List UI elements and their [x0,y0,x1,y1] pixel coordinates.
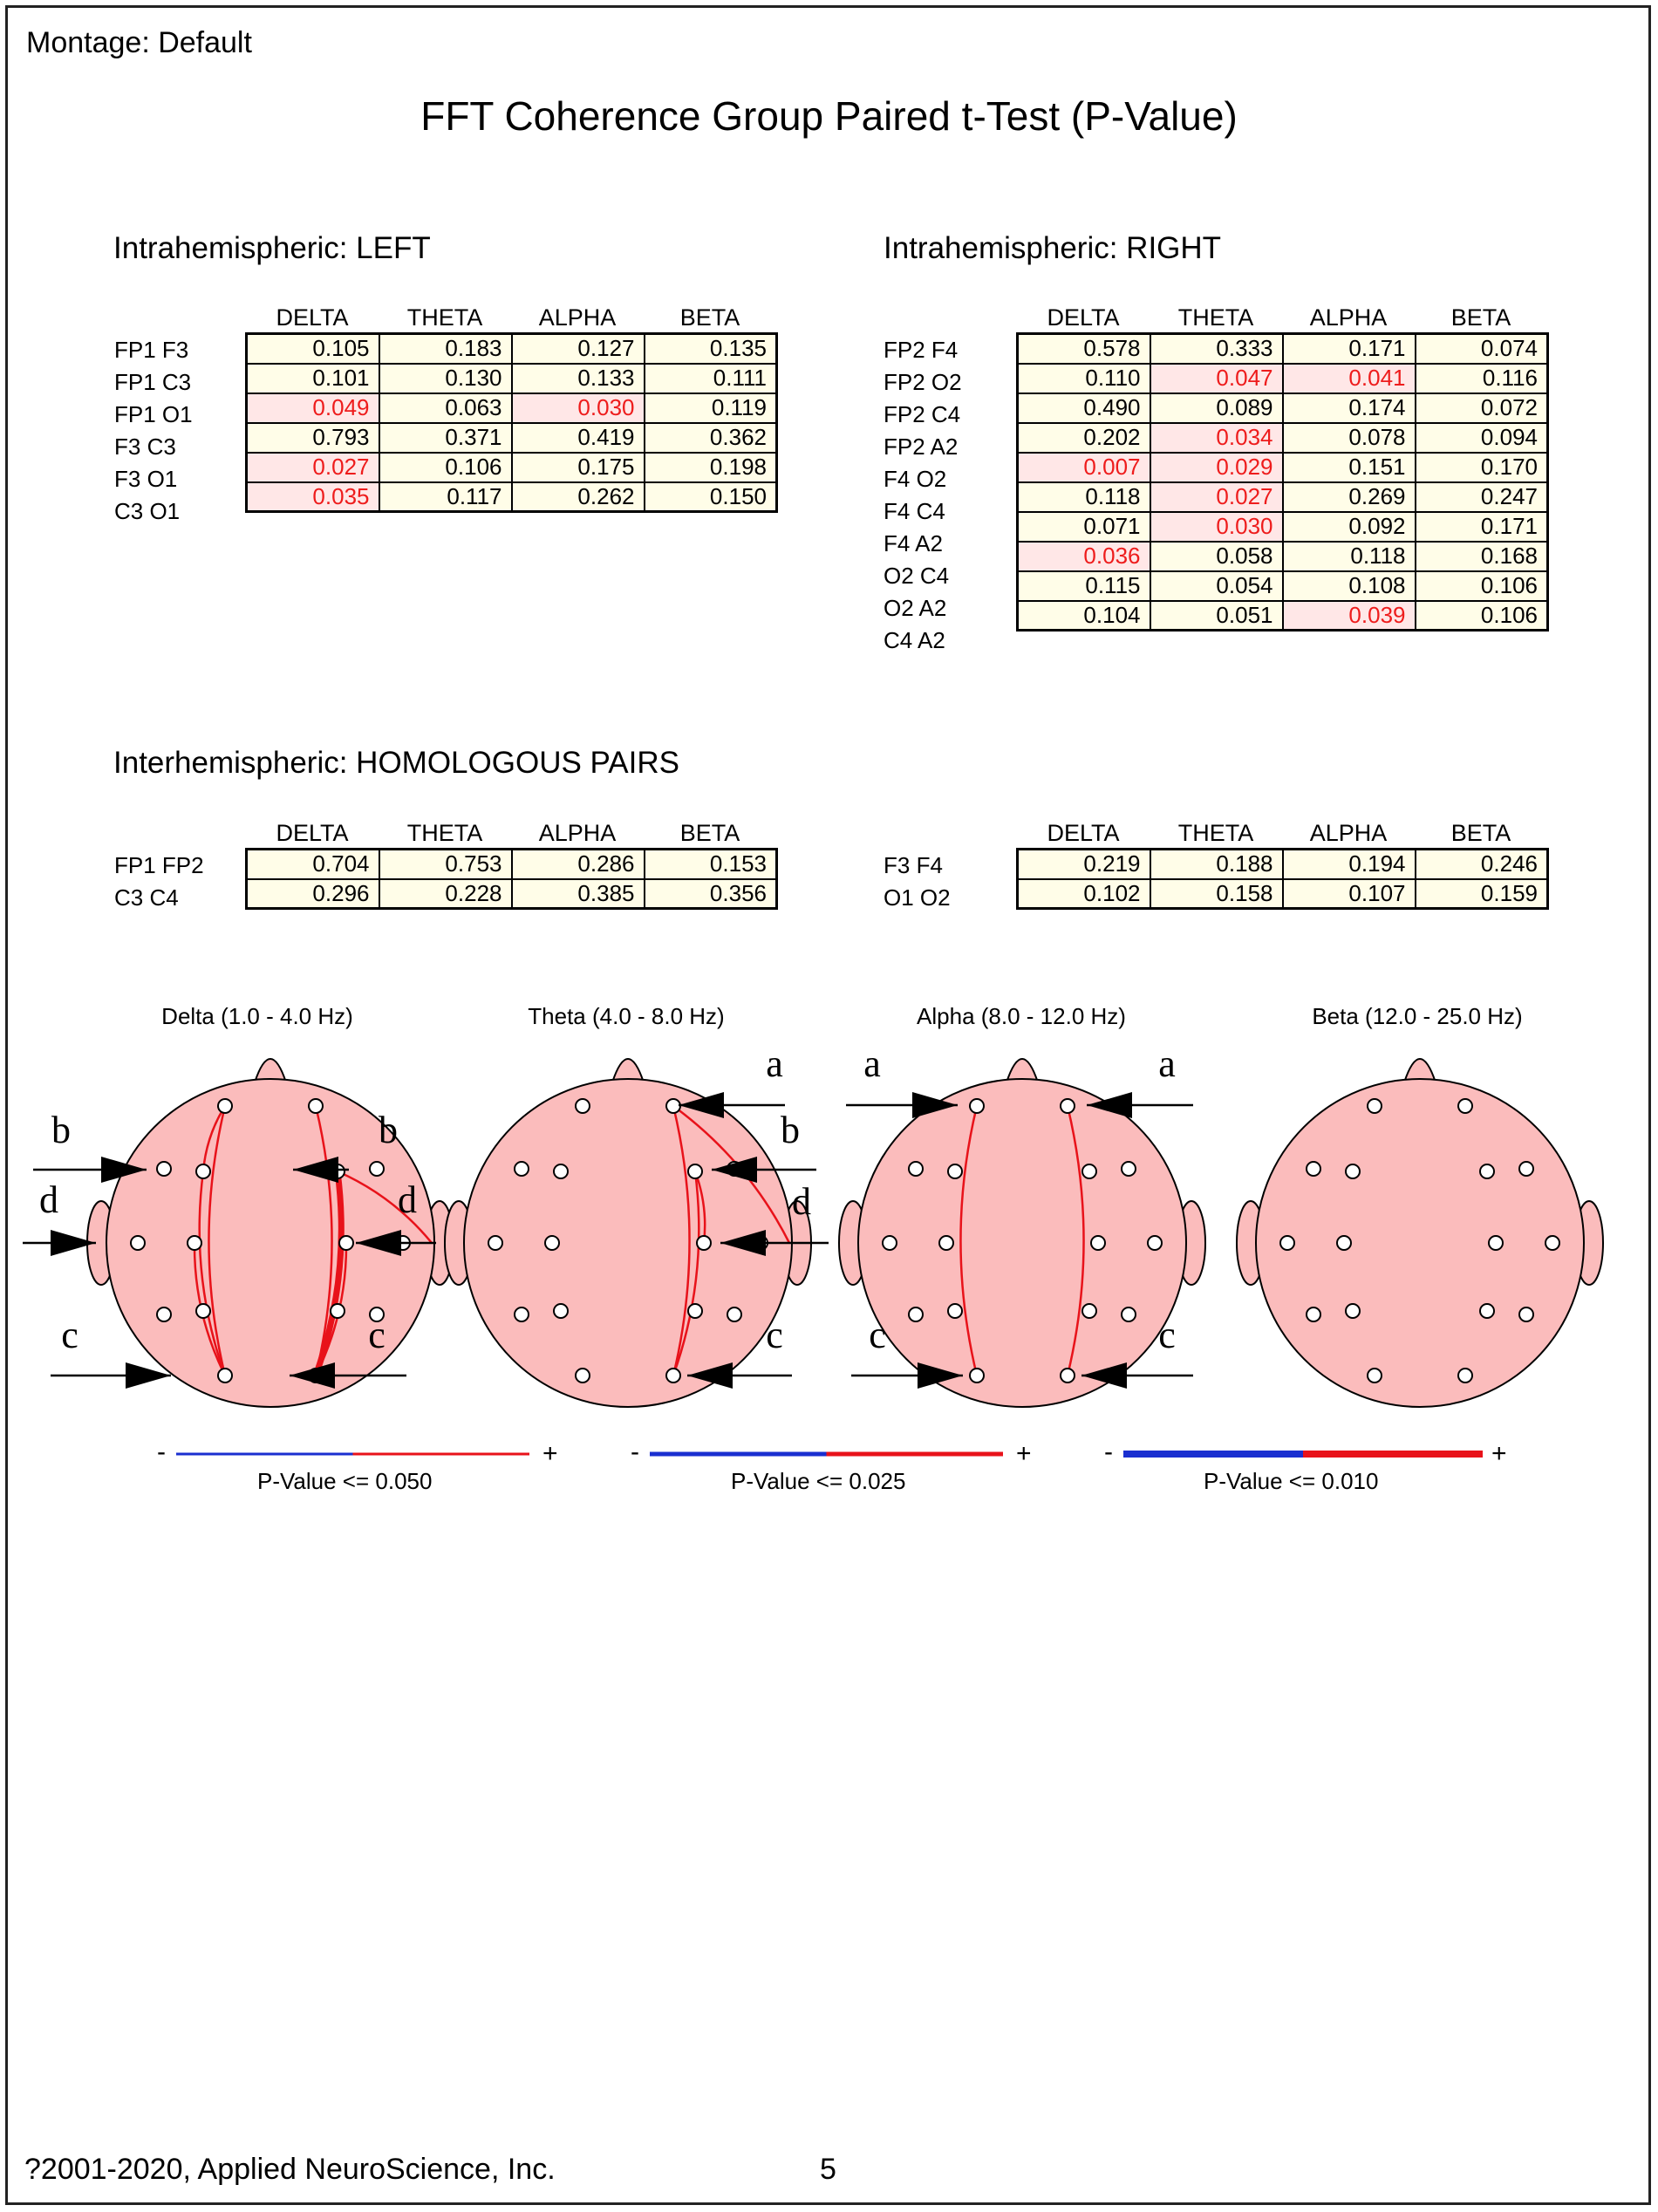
electrode-p4 [1480,1304,1494,1318]
table-cell-alpha: 0.078 [1283,423,1416,453]
table-cell-alpha: 0.107 [1283,879,1416,909]
table-cell-theta: 0.228 [379,879,512,909]
row-label: FP1 FP2 [114,852,204,878]
electrode-f3 [948,1164,962,1178]
table-cell-theta: 0.158 [1150,879,1283,909]
row-label: C3 C4 [114,884,179,911]
electrode-fp2 [309,1099,323,1113]
table-cell-theta: 0.371 [379,423,512,453]
table-cell-beta: 0.106 [1416,601,1548,631]
col-header-delta: DELTA [1047,304,1120,331]
table-cell-alpha: 0.286 [512,850,645,879]
headmap-title-beta: Beta (12.0 - 25.0 Hz) [1312,1003,1523,1029]
electrode-fp1 [1368,1099,1382,1113]
row-label: FP2 A2 [884,434,959,460]
table-cell-delta: 0.036 [1018,542,1150,571]
electrode-fp2 [1458,1099,1472,1113]
electrode-t6 [1519,1307,1533,1321]
annotation-letter: c [1158,1314,1176,1356]
row-label: O1 O2 [884,884,951,911]
table-cell-beta: 0.246 [1416,850,1548,879]
row-label: FP1 C3 [114,369,192,395]
table-cell-beta: 0.247 [1416,482,1548,512]
table-cell-delta: 0.115 [1018,571,1150,601]
head-outline [858,1079,1186,1407]
table-cell-theta: 0.030 [1150,512,1283,542]
electrode-f3 [196,1164,210,1178]
col-header-delta: DELTA [276,820,349,846]
footer-page-number: 5 [820,2153,836,2186]
table-cell-theta: 0.034 [1150,423,1283,453]
row-label: FP1 O1 [114,401,193,427]
table-cell-delta: 0.490 [1018,393,1150,423]
scale-2-minus: - [631,1437,639,1466]
electrode-t5 [1307,1307,1320,1321]
table-cell-theta: 0.027 [1150,482,1283,512]
table-cell-theta: 0.188 [1150,850,1283,879]
scale-2-plus: + [1016,1439,1032,1468]
scale-2-label: P-Value <= 0.025 [731,1468,906,1494]
col-header-delta: DELTA [276,304,349,331]
table-cell-alpha: 0.175 [512,453,645,482]
electrode-c4 [697,1236,711,1250]
table-cell-theta: 0.054 [1150,571,1283,601]
montage-label: Montage: Default [26,26,252,59]
footer-copyright: ?2001-2020, Applied NeuroScience, Inc. [24,2153,556,2186]
table-cell-beta: 0.074 [1416,334,1548,364]
table-cell-theta: 0.047 [1150,364,1283,393]
electrode-c3 [939,1236,953,1250]
table-cell-delta: 0.049 [247,393,379,423]
table-cell-delta: 0.202 [1018,423,1150,453]
electrode-f4 [1082,1164,1096,1178]
table-cell-theta: 0.130 [379,364,512,393]
electrode-t4 [1545,1236,1559,1250]
electrode-c4 [1489,1236,1503,1250]
electrode-p4 [688,1304,702,1318]
table-cell-alpha: 0.108 [1283,571,1416,601]
table-cell-theta: 0.106 [379,453,512,482]
table-cell-alpha: 0.127 [512,334,645,364]
table-cell-beta: 0.116 [1416,364,1548,393]
table-cell-theta: 0.333 [1150,334,1283,364]
table-cell-beta: 0.094 [1416,423,1548,453]
table-cell-alpha: 0.385 [512,879,645,909]
electrode-t3 [883,1236,897,1250]
table-cell-alpha: 0.092 [1283,512,1416,542]
scale-3-label: P-Value <= 0.010 [1204,1468,1379,1494]
head-outline [1256,1079,1584,1407]
row-label: O2 C4 [884,563,950,589]
electrode-c3 [545,1236,559,1250]
electrode-f7 [515,1162,529,1176]
electrode-f8 [1122,1162,1136,1176]
electrode-t4 [1148,1236,1162,1250]
table-cell-alpha: 0.039 [1283,601,1416,631]
col-header-theta: THETA [1177,820,1254,846]
electrode-f7 [1307,1162,1320,1176]
table-cell-delta: 0.101 [247,364,379,393]
table-cell-beta: 0.362 [645,423,777,453]
section-right-title: Intrahemispheric: RIGHT [884,231,1222,265]
page-title: FFT Coherence Group Paired t-Test (P-Value) [420,93,1238,139]
row-label: F3 O1 [114,466,178,492]
electrode-c3 [1337,1236,1351,1250]
electrode-p3 [948,1304,962,1318]
electrode-f4 [1480,1164,1494,1178]
table-cell-alpha: 0.171 [1283,334,1416,364]
electrode-p3 [554,1304,568,1318]
row-label: F4 C4 [884,498,945,524]
table-cell-alpha: 0.194 [1283,850,1416,879]
scale-3-minus: - [1104,1437,1113,1466]
table-cell-beta: 0.119 [645,393,777,423]
row-label: FP1 F3 [114,337,189,363]
electrode-t5 [909,1307,923,1321]
table-cell-theta: 0.089 [1150,393,1283,423]
table-cell-delta: 0.105 [247,334,379,364]
electrode-t6 [1122,1307,1136,1321]
annotation-letter: c [368,1314,386,1356]
table-cell-delta: 0.027 [247,453,379,482]
table-cell-alpha: 0.269 [1283,482,1416,512]
col-header-beta: BETA [679,820,740,846]
electrode-c4 [1091,1236,1105,1250]
annotation-letter: a [766,1042,783,1085]
table-cell-beta: 0.135 [645,334,777,364]
annotation-letter: c [869,1314,886,1356]
table-cell-beta: 0.198 [645,453,777,482]
electrode-fp2 [1061,1099,1075,1113]
electrode-f8 [1519,1162,1533,1176]
electrode-fp2 [666,1099,680,1113]
col-header-beta: BETA [679,304,740,331]
row-label: F4 A2 [884,530,943,556]
electrode-f3 [1346,1164,1360,1178]
table-cell-theta: 0.051 [1150,601,1283,631]
scale-3-plus: + [1491,1439,1507,1468]
table-cell-alpha: 0.133 [512,364,645,393]
annotation-letter: d [792,1180,811,1223]
table-cell-alpha: 0.419 [512,423,645,453]
row-label: FP2 O2 [884,369,962,395]
electrode-o1 [970,1369,984,1382]
row-label: F3 F4 [884,852,943,878]
table-cell-delta: 0.104 [1018,601,1150,631]
annotation-letter: c [61,1314,78,1356]
electrode-o1 [576,1369,590,1382]
row-label: FP2 F4 [884,337,959,363]
electrode-t5 [157,1307,171,1321]
table-cell-alpha: 0.118 [1283,542,1416,571]
electrode-fp1 [970,1099,984,1113]
electrode-f4 [688,1164,702,1178]
table-cell-beta: 0.153 [645,850,777,879]
table-cell-beta: 0.171 [1416,512,1548,542]
table-cell-theta: 0.117 [379,482,512,512]
electrode-t3 [488,1236,502,1250]
table-cell-delta: 0.118 [1018,482,1150,512]
electrode-fp1 [218,1099,232,1113]
electrode-p4 [331,1304,345,1318]
annotation-letter: d [398,1178,417,1221]
table-cell-beta: 0.168 [1416,542,1548,571]
col-header-beta: BETA [1450,820,1511,846]
col-header-delta: DELTA [1047,820,1120,846]
table-cell-beta: 0.111 [645,364,777,393]
section-homologous-title: Interhemispheric: HOMOLOGOUS PAIRS [113,746,679,780]
row-label: C4 A2 [884,627,945,653]
table-cell-delta: 0.071 [1018,512,1150,542]
table-cell-alpha: 0.174 [1283,393,1416,423]
col-header-alpha: ALPHA [538,820,617,846]
table-cell-delta: 0.007 [1018,453,1150,482]
electrode-f3 [554,1164,568,1178]
section-left-title: Intrahemispheric: LEFT [113,231,431,265]
table-cell-delta: 0.102 [1018,879,1150,909]
annotation-letter: b [379,1109,398,1151]
electrode-o1 [1368,1369,1382,1382]
table-cell-delta: 0.110 [1018,364,1150,393]
electrode-o1 [218,1369,232,1382]
table-cell-theta: 0.058 [1150,542,1283,571]
electrode-c4 [339,1236,353,1250]
electrode-o2 [1061,1369,1075,1382]
headmap-title-theta: Theta (4.0 - 8.0 Hz) [528,1003,725,1029]
electrode-f8 [370,1162,384,1176]
table-cell-beta: 0.159 [1416,879,1548,909]
row-label: F4 O2 [884,466,947,492]
electrode-fp1 [576,1099,590,1113]
row-label: F3 C3 [114,434,176,460]
electrode-t3 [131,1236,145,1250]
col-header-alpha: ALPHA [538,304,617,331]
annotation-letter: a [1158,1042,1176,1085]
table-cell-delta: 0.296 [247,879,379,909]
annotation-letter: d [39,1178,58,1221]
table-cell-beta: 0.150 [645,482,777,512]
row-label: FP2 C4 [884,401,961,427]
table-cell-theta: 0.063 [379,393,512,423]
headmap-title-delta: Delta (1.0 - 4.0 Hz) [161,1003,353,1029]
table-cell-alpha: 0.030 [512,393,645,423]
col-header-theta: THETA [406,820,483,846]
table-cell-theta: 0.183 [379,334,512,364]
table-cell-theta: 0.753 [379,850,512,879]
headmap-title-alpha: Alpha (8.0 - 12.0 Hz) [917,1003,1126,1029]
table-cell-alpha: 0.041 [1283,364,1416,393]
annotation-letter: a [863,1042,881,1085]
electrode-p4 [1082,1304,1096,1318]
table-cell-beta: 0.072 [1416,393,1548,423]
table-cell-alpha: 0.262 [512,482,645,512]
scale-1-minus: - [157,1437,166,1466]
electrode-t6 [727,1307,741,1321]
table-cell-delta: 0.219 [1018,850,1150,879]
col-header-theta: THETA [406,304,483,331]
electrode-c3 [188,1236,201,1250]
col-header-theta: THETA [1177,304,1254,331]
col-header-beta: BETA [1450,304,1511,331]
table-cell-beta: 0.356 [645,879,777,909]
annotation-letter: b [51,1109,71,1151]
scale-1-label: P-Value <= 0.050 [257,1468,433,1494]
row-label: O2 A2 [884,595,947,621]
row-label: C3 O1 [114,498,181,524]
electrode-p3 [1346,1304,1360,1318]
table-cell-beta: 0.106 [1416,571,1548,601]
table-cell-theta: 0.029 [1150,453,1283,482]
electrode-t5 [515,1307,529,1321]
electrode-f7 [909,1162,923,1176]
table-cell-delta: 0.704 [247,850,379,879]
electrode-p3 [196,1304,210,1318]
table-cell-beta: 0.170 [1416,453,1548,482]
annotation-letter: c [766,1314,783,1356]
annotation-letter: b [781,1109,800,1151]
electrode-o2 [1458,1369,1472,1382]
electrode-f7 [157,1162,171,1176]
col-header-alpha: ALPHA [1309,820,1388,846]
scale-1-plus: + [542,1439,558,1468]
table-cell-delta: 0.035 [247,482,379,512]
col-header-alpha: ALPHA [1309,304,1388,331]
table-cell-delta: 0.578 [1018,334,1150,364]
electrode-o2 [666,1369,680,1382]
table-cell-alpha: 0.151 [1283,453,1416,482]
electrode-t3 [1280,1236,1294,1250]
table-cell-delta: 0.793 [247,423,379,453]
